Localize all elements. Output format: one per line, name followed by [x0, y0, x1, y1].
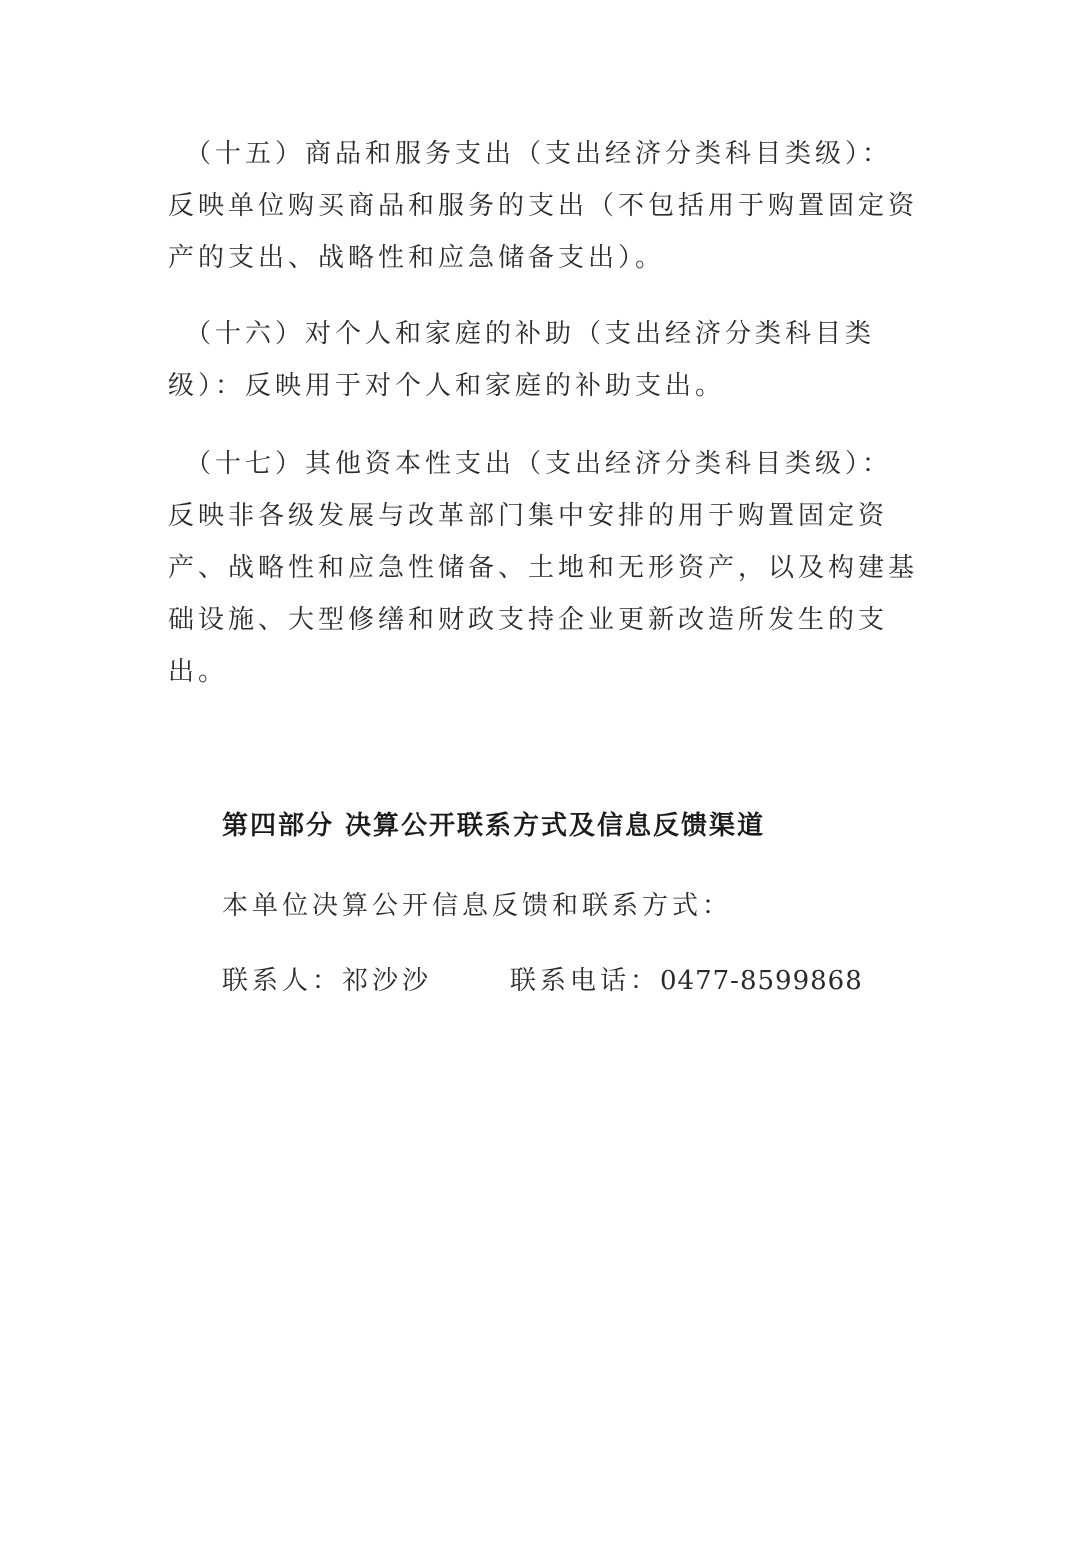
paragraph-line: 反映非各级发展与改革部门集中安排的用于购置固定资	[168, 501, 889, 531]
paragraph-line: 反映单位购买商品和服务的支出（不包括用于购置固定资	[168, 191, 919, 221]
paragraph-line: 产、战略性和应急性储备、土地和无形资产，以及构建基	[168, 553, 919, 583]
contact-person-label: 联系人：	[222, 966, 343, 996]
contact-person	[222, 955, 432, 1007]
contact-intro: 本单位决算公开信息反馈和联系方式：	[222, 891, 733, 921]
contact-phone-number: 0477-8599868	[660, 966, 863, 996]
paragraph-line: （十六）对个人和家庭的补助（支出经济分类科目类	[168, 319, 876, 349]
paragraph-line: 出。	[168, 657, 229, 687]
paragraph-line: （十七）其他资本性支出（支出经济分类科目类级）：	[168, 449, 893, 479]
paragraph-other-capital-expenditure	[168, 438, 919, 698]
contact-person-name: 祁沙沙	[342, 966, 433, 996]
paragraph-line: 础设施、大型修缮和财政支持企业更新改造所发生的支	[168, 605, 889, 635]
contact-phone-label: 联系电话：	[510, 966, 661, 996]
section-heading: 第四部分 决算公开联系方式及信息反馈渠道	[222, 811, 766, 841]
contact-phone	[510, 955, 863, 1007]
paragraph-line: 级）：反映用于对个人和家庭的补助支出。	[168, 371, 726, 401]
paragraph-line: 产的支出、战略性和应急储备支出）。	[168, 243, 666, 273]
paragraph-line: （十五）商品和服务支出（支出经济分类科目类级）：	[168, 139, 893, 169]
paragraph-goods-and-services	[168, 128, 919, 284]
paragraph-household-subsidies	[168, 308, 908, 412]
